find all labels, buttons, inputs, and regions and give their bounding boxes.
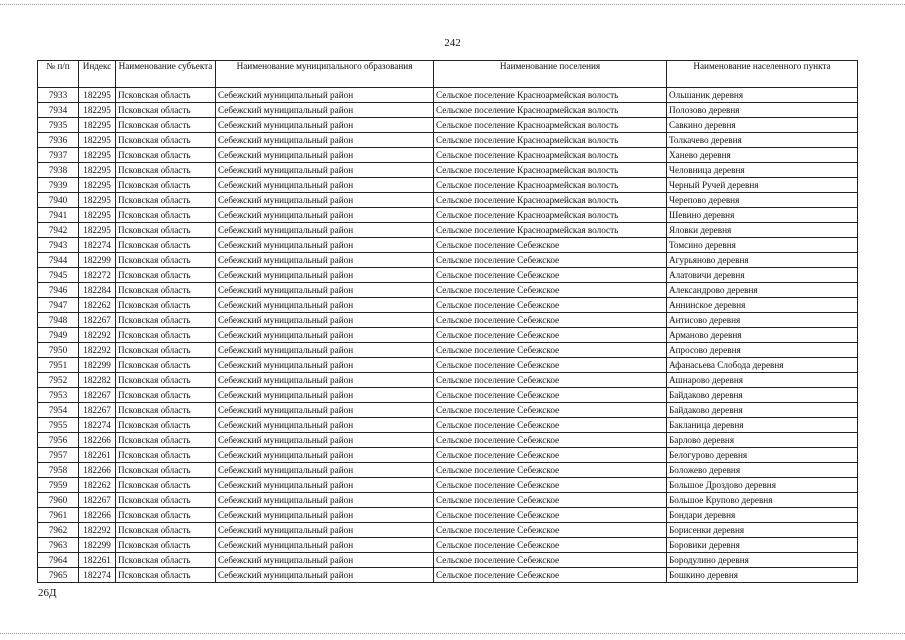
cell-settlement: Сельское поселение Себежское <box>434 508 667 523</box>
cell-num: 7956 <box>38 433 79 448</box>
cell-num: 7936 <box>38 133 79 148</box>
table-row <box>38 163 858 178</box>
cell-settlement: Сельское поселение Себежское <box>434 328 667 343</box>
cell-settlement: Сельское поселение Красноармейская волость <box>434 163 667 178</box>
table-row <box>38 238 858 253</box>
cell-settlement: Сельское поселение Себежское <box>434 538 667 553</box>
cell-municipality: Себежский муниципальный район <box>216 283 434 298</box>
cell-settlement: Сельское поселение Себежское <box>434 253 667 268</box>
cell-municipality: Себежский муниципальный район <box>216 463 434 478</box>
scan-edge-top <box>0 4 905 5</box>
cell-index: 182295 <box>79 118 116 133</box>
table-row <box>38 343 858 358</box>
cell-num: 7942 <box>38 223 79 238</box>
cell-settlement: Сельское поселение Себежское <box>434 298 667 313</box>
table-row <box>38 403 858 418</box>
cell-locality: Шевино деревня <box>667 208 858 223</box>
cell-num: 7941 <box>38 208 79 223</box>
cell-index: 182295 <box>79 148 116 163</box>
cell-index: 182274 <box>79 418 116 433</box>
cell-settlement: Сельское поселение Красноармейская волость <box>434 103 667 118</box>
cell-index: 182261 <box>79 553 116 568</box>
cell-settlement: Сельское поселение Себежское <box>434 553 667 568</box>
cell-settlement: Сельское поселение Себежское <box>434 373 667 388</box>
cell-index: 182292 <box>79 523 116 538</box>
column-header-municipality: Наименование муниципального образования <box>216 61 434 88</box>
cell-municipality: Себежский муниципальный район <box>216 298 434 313</box>
cell-subject: Псковская область <box>116 553 216 568</box>
cell-municipality: Себежский муниципальный район <box>216 163 434 178</box>
table-row <box>38 298 858 313</box>
cell-index: 182272 <box>79 268 116 283</box>
cell-index: 182295 <box>79 103 116 118</box>
cell-index: 182292 <box>79 328 116 343</box>
cell-index: 182267 <box>79 388 116 403</box>
cell-locality: Александрово деревня <box>667 283 858 298</box>
cell-subject: Псковская область <box>116 178 216 193</box>
table-row <box>38 283 858 298</box>
cell-index: 182295 <box>79 163 116 178</box>
cell-municipality: Себежский муниципальный район <box>216 313 434 328</box>
scan-edge-bottom <box>0 633 905 634</box>
cell-subject: Псковская область <box>116 193 216 208</box>
cell-num: 7933 <box>38 88 79 103</box>
table-row <box>38 208 858 223</box>
cell-municipality: Себежский муниципальный район <box>216 238 434 253</box>
cell-subject: Псковская область <box>116 238 216 253</box>
cell-locality: Байдаково деревня <box>667 403 858 418</box>
cell-subject: Псковская область <box>116 268 216 283</box>
table-row <box>38 118 858 133</box>
cell-settlement: Сельское поселение Себежское <box>434 238 667 253</box>
cell-locality: Ашнарово деревня <box>667 373 858 388</box>
cell-locality: Полозово деревня <box>667 103 858 118</box>
cell-settlement: Сельское поселение Себежское <box>434 463 667 478</box>
cell-municipality: Себежский муниципальный район <box>216 493 434 508</box>
table-row <box>38 538 858 553</box>
cell-num: 7952 <box>38 373 79 388</box>
table-row <box>38 478 858 493</box>
table-row <box>38 418 858 433</box>
cell-num: 7938 <box>38 163 79 178</box>
cell-num: 7965 <box>38 568 79 583</box>
cell-settlement: Сельское поселение Себежское <box>434 568 667 583</box>
cell-settlement: Сельское поселение Красноармейская волость <box>434 193 667 208</box>
cell-municipality: Себежский муниципальный район <box>216 403 434 418</box>
cell-locality: Савкино деревня <box>667 118 858 133</box>
table-row <box>38 463 858 478</box>
cell-index: 182267 <box>79 493 116 508</box>
cell-subject: Псковская область <box>116 433 216 448</box>
table-row <box>38 253 858 268</box>
table-row <box>38 433 858 448</box>
cell-subject: Псковская область <box>116 478 216 493</box>
cell-subject: Псковская область <box>116 313 216 328</box>
cell-locality: Боложево деревня <box>667 463 858 478</box>
cell-subject: Псковская область <box>116 388 216 403</box>
cell-subject: Псковская область <box>116 493 216 508</box>
cell-municipality: Себежский муниципальный район <box>216 133 434 148</box>
cell-num: 7963 <box>38 538 79 553</box>
column-header-num: № п/п <box>38 61 79 88</box>
cell-num: 7940 <box>38 193 79 208</box>
cell-index: 182295 <box>79 193 116 208</box>
column-header-locality: Наименование населенного пункта <box>667 61 858 88</box>
cell-num: 7937 <box>38 148 79 163</box>
cell-num: 7951 <box>38 358 79 373</box>
page-number: 242 <box>444 37 461 49</box>
cell-locality: Яловки деревня <box>667 223 858 238</box>
cell-subject: Псковская область <box>116 463 216 478</box>
cell-index: 182295 <box>79 178 116 193</box>
cell-locality: Человница деревня <box>667 163 858 178</box>
cell-subject: Псковская область <box>116 133 216 148</box>
cell-index: 182267 <box>79 313 116 328</box>
cell-subject: Псковская область <box>116 223 216 238</box>
cell-subject: Псковская область <box>116 298 216 313</box>
cell-municipality: Себежский муниципальный район <box>216 568 434 583</box>
cell-settlement: Сельское поселение Себежское <box>434 283 667 298</box>
cell-num: 7947 <box>38 298 79 313</box>
cell-locality: Бородулино деревня <box>667 553 858 568</box>
table-body <box>38 88 858 583</box>
cell-settlement: Сельское поселение Себежское <box>434 418 667 433</box>
cell-settlement: Сельское поселение Красноармейская волость <box>434 133 667 148</box>
table-row <box>38 493 858 508</box>
cell-municipality: Себежский муниципальный район <box>216 118 434 133</box>
column-header-settlement: Наименование поселения <box>434 61 667 88</box>
table-row <box>38 178 858 193</box>
cell-subject: Псковская область <box>116 283 216 298</box>
cell-num: 7934 <box>38 103 79 118</box>
cell-subject: Псковская область <box>116 403 216 418</box>
table-row <box>38 553 858 568</box>
cell-subject: Псковская область <box>116 328 216 343</box>
cell-settlement: Сельское поселение Себежское <box>434 388 667 403</box>
cell-num: 7946 <box>38 283 79 298</box>
cell-num: 7950 <box>38 343 79 358</box>
table-row <box>38 388 858 403</box>
cell-settlement: Сельское поселение Себежское <box>434 268 667 283</box>
cell-subject: Псковская область <box>116 568 216 583</box>
cell-num: 7954 <box>38 403 79 418</box>
cell-locality: Большое Крупово деревня <box>667 493 858 508</box>
cell-settlement: Сельское поселение Себежское <box>434 403 667 418</box>
cell-municipality: Себежский муниципальный район <box>216 538 434 553</box>
cell-num: 7957 <box>38 448 79 463</box>
table-row <box>38 223 858 238</box>
table-row <box>38 373 858 388</box>
cell-index: 182299 <box>79 253 116 268</box>
cell-num: 7945 <box>38 268 79 283</box>
cell-locality: Большое Дроздово деревня <box>667 478 858 493</box>
cell-settlement: Сельское поселение Себежское <box>434 433 667 448</box>
cell-num: 7958 <box>38 463 79 478</box>
table-row <box>38 508 858 523</box>
cell-municipality: Себежский муниципальный район <box>216 553 434 568</box>
cell-subject: Псковская область <box>116 118 216 133</box>
cell-municipality: Себежский муниципальный район <box>216 448 434 463</box>
cell-num: 7959 <box>38 478 79 493</box>
cell-index: 182284 <box>79 283 116 298</box>
cell-municipality: Себежский муниципальный район <box>216 328 434 343</box>
cell-locality: Антисово деревня <box>667 313 858 328</box>
cell-municipality: Себежский муниципальный район <box>216 433 434 448</box>
cell-municipality: Себежский муниципальный район <box>216 358 434 373</box>
cell-index: 182299 <box>79 358 116 373</box>
cell-municipality: Себежский муниципальный район <box>216 268 434 283</box>
table-row <box>38 523 858 538</box>
cell-municipality: Себежский муниципальный район <box>216 343 434 358</box>
cell-locality: Бошкино деревня <box>667 568 858 583</box>
cell-index: 182295 <box>79 208 116 223</box>
cell-index: 182295 <box>79 133 116 148</box>
cell-locality: Аннинское деревня <box>667 298 858 313</box>
cell-municipality: Себежский муниципальный район <box>216 508 434 523</box>
cell-locality: Ханево деревня <box>667 148 858 163</box>
cell-subject: Псковская область <box>116 253 216 268</box>
cell-num: 7943 <box>38 238 79 253</box>
cell-subject: Псковская область <box>116 373 216 388</box>
cell-num: 7961 <box>38 508 79 523</box>
cell-subject: Псковская область <box>116 148 216 163</box>
cell-index: 182266 <box>79 433 116 448</box>
cell-num: 7955 <box>38 418 79 433</box>
cell-settlement: Сельское поселение Себежское <box>434 313 667 328</box>
cell-locality: Боровики деревня <box>667 538 858 553</box>
column-header-index: Индекс <box>79 61 116 88</box>
cell-municipality: Себежский муниципальный район <box>216 178 434 193</box>
cell-settlement: Сельское поселение Красноармейская волость <box>434 208 667 223</box>
cell-locality: Черепово деревня <box>667 193 858 208</box>
cell-index: 182299 <box>79 538 116 553</box>
cell-subject: Псковская область <box>116 343 216 358</box>
cell-locality: Апросово деревня <box>667 343 858 358</box>
cell-locality: Томсино деревня <box>667 238 858 253</box>
cell-settlement: Сельское поселение Себежское <box>434 493 667 508</box>
cell-index: 182292 <box>79 343 116 358</box>
cell-index: 182262 <box>79 298 116 313</box>
cell-municipality: Себежский муниципальный район <box>216 193 434 208</box>
cell-municipality: Себежский муниципальный район <box>216 208 434 223</box>
cell-locality: Борисенки деревня <box>667 523 858 538</box>
cell-subject: Псковская область <box>116 88 216 103</box>
cell-subject: Псковская область <box>116 508 216 523</box>
cell-num: 7935 <box>38 118 79 133</box>
cell-subject: Псковская область <box>116 538 216 553</box>
cell-num: 7944 <box>38 253 79 268</box>
cell-municipality: Себежский муниципальный район <box>216 88 434 103</box>
cell-subject: Псковская область <box>116 448 216 463</box>
cell-index: 182282 <box>79 373 116 388</box>
cell-locality: Толкачево деревня <box>667 133 858 148</box>
cell-locality: Ольшаник деревня <box>667 88 858 103</box>
cell-settlement: Сельское поселение Красноармейская волость <box>434 118 667 133</box>
cell-municipality: Себежский муниципальный район <box>216 223 434 238</box>
cell-subject: Псковская область <box>116 358 216 373</box>
table-row <box>38 193 858 208</box>
cell-num: 7953 <box>38 388 79 403</box>
cell-settlement: Сельское поселение Себежское <box>434 478 667 493</box>
cell-settlement: Сельское поселение Красноармейская волость <box>434 148 667 163</box>
cell-locality: Агурьяново деревня <box>667 253 858 268</box>
table-row <box>38 448 858 463</box>
table-row <box>38 103 858 118</box>
cell-locality: Байдаково деревня <box>667 388 858 403</box>
cell-index: 182274 <box>79 238 116 253</box>
cell-subject: Псковская область <box>116 418 216 433</box>
table-row <box>38 268 858 283</box>
footer-code: 26Д <box>38 587 57 599</box>
cell-subject: Псковская область <box>116 208 216 223</box>
cell-locality: Барлово деревня <box>667 433 858 448</box>
cell-num: 7964 <box>38 553 79 568</box>
cell-num: 7960 <box>38 493 79 508</box>
table-row <box>38 568 858 583</box>
header-row <box>38 61 858 88</box>
cell-num: 7939 <box>38 178 79 193</box>
cell-index: 182266 <box>79 508 116 523</box>
cell-index: 182274 <box>79 568 116 583</box>
cell-index: 182295 <box>79 88 116 103</box>
cell-municipality: Себежский муниципальный район <box>216 388 434 403</box>
cell-settlement: Сельское поселение Красноармейская волость <box>434 178 667 193</box>
cell-locality: Алатовичи деревня <box>667 268 858 283</box>
cell-municipality: Себежский муниципальный район <box>216 148 434 163</box>
cell-subject: Псковская область <box>116 103 216 118</box>
table-header <box>38 61 858 88</box>
cell-locality: Афанасьева Слобода деревня <box>667 358 858 373</box>
cell-settlement: Сельское поселение Красноармейская волость <box>434 88 667 103</box>
cell-municipality: Себежский муниципальный район <box>216 253 434 268</box>
cell-num: 7949 <box>38 328 79 343</box>
cell-municipality: Себежский муниципальный район <box>216 478 434 493</box>
cell-index: 182262 <box>79 478 116 493</box>
cell-locality: Белогурово деревня <box>667 448 858 463</box>
cell-index: 182295 <box>79 223 116 238</box>
cell-index: 182266 <box>79 463 116 478</box>
cell-municipality: Себежский муниципальный район <box>216 103 434 118</box>
cell-locality: Арманово деревня <box>667 328 858 343</box>
table-row <box>38 358 858 373</box>
cell-locality: Бакланица деревня <box>667 418 858 433</box>
table-row <box>38 133 858 148</box>
cell-locality: Черный Ручей деревня <box>667 178 858 193</box>
table-row <box>38 148 858 163</box>
cell-subject: Псковская область <box>116 523 216 538</box>
settlements-table <box>37 60 858 583</box>
cell-municipality: Себежский муниципальный район <box>216 418 434 433</box>
cell-index: 182261 <box>79 448 116 463</box>
cell-municipality: Себежский муниципальный район <box>216 523 434 538</box>
cell-municipality: Себежский муниципальный район <box>216 373 434 388</box>
column-header-subject: Наименование субъекта <box>116 61 216 88</box>
cell-settlement: Сельское поселение Себежское <box>434 448 667 463</box>
cell-index: 182267 <box>79 403 116 418</box>
cell-num: 7948 <box>38 313 79 328</box>
cell-num: 7962 <box>38 523 79 538</box>
cell-settlement: Сельское поселение Себежское <box>434 343 667 358</box>
cell-locality: Бондари деревня <box>667 508 858 523</box>
table-row <box>38 88 858 103</box>
cell-settlement: Сельское поселение Красноармейская волость <box>434 223 667 238</box>
cell-settlement: Сельское поселение Себежское <box>434 523 667 538</box>
table-row <box>38 313 858 328</box>
cell-subject: Псковская область <box>116 163 216 178</box>
table-row <box>38 328 858 343</box>
cell-settlement: Сельское поселение Себежское <box>434 358 667 373</box>
